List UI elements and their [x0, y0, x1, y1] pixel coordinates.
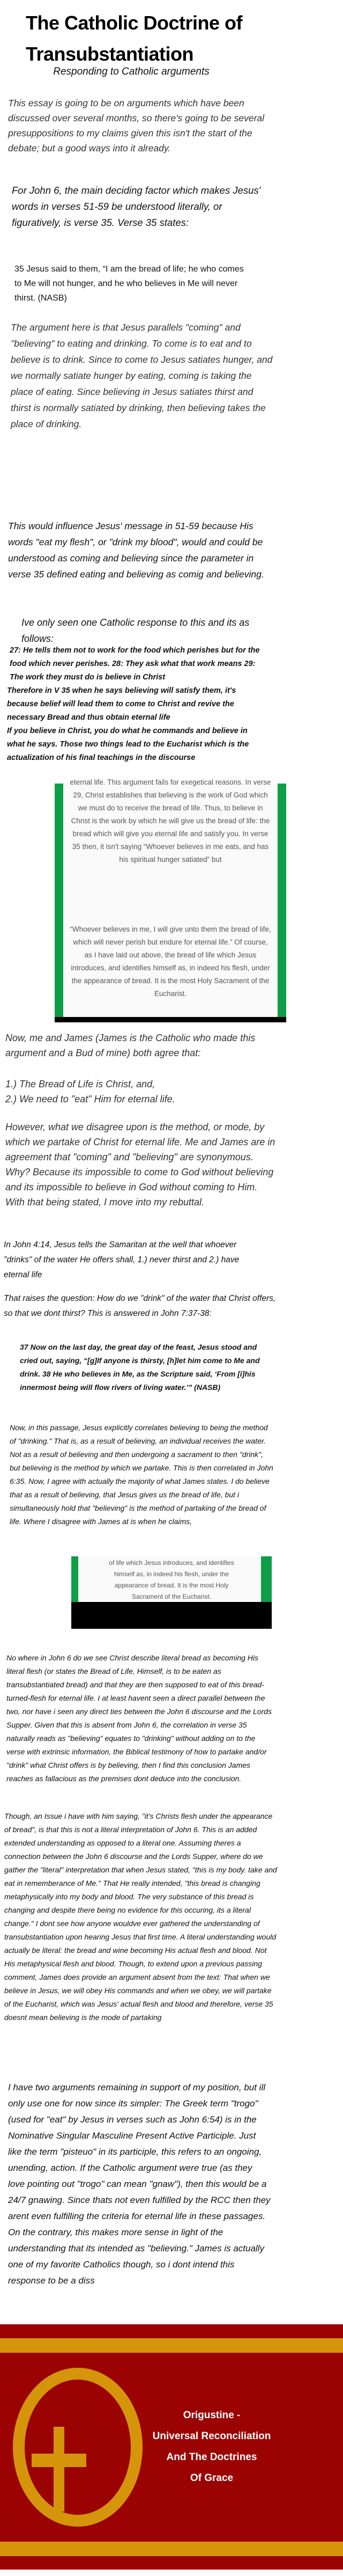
catholic-response-line: Therefore in V 35 when he says believing will satisfy them, it's because belief will lead them to come to Christ and revive the necessary Bread and thus obtain eternal life [7, 686, 236, 722]
banner-line: Universal Reconciliation [152, 2431, 271, 2442]
question-paragraph: That raises the question: How do we "drink" of the water that Christ offers, so that we dont thirst? This is answered in John 7:37-38: [4, 1294, 276, 1318]
disagree-paragraph: However, what we disagree upon is the method, or mode, by which we partake of Christ for eternal life. Me and James are in agreement that "coming" and "believing" are synonymous. Why? Because its impossible to come to God without believing and its impossible to believe in God without coming to Him. With that being stated, I move into my rebuttal. [5, 1122, 275, 1208]
green-border-right [278, 784, 286, 1017]
screenshot-text: of life which Jesus introduces, and identifies himself as, in indeed his flesh, under the appearance of bread. It is the most Holy Sacrament of the Eucharist. [109, 1559, 234, 1600]
catholic-response-block [7, 644, 262, 765]
nowhere-paragraph: No where in John 6 do we see Christ describe literal bread as becoming His literal flesh (or states the Bread of Life, Himself, is to be eaten as transubstantiated bread) and that they are then supposed to eat of this bread-turned-flesh for eternal life. I at least havent seen a direct parallel between the two, nor have i seen any direct ties between the John 6 discourse and the Lords Supper. Given that this is absent from John 6, the correlation in verse 35 naturally reads as "believing" equates to "drinking" without adding on to the verse with extrinsic information, the Biblical testimony of how to partake and/or "drink" what Christ offers is by believing, then I find this conclusion James reaches as fallacious as the premises dont deduce into the conclusion. [6, 1653, 272, 1783]
agree-list-item: 1.) The Bread of Life is Christ, and, [5, 1079, 155, 1089]
john414-paragraph: In John 4:14, Jesus tells the Samaritan at the well that whoever "drinks" of the water He offers shall, 1.) never thirst and 2.) have eternal life [4, 1240, 240, 1279]
black-bar [71, 1602, 272, 1629]
banner-line: Of Grace [190, 2472, 234, 2484]
quoted-screenshot-1 [55, 778, 286, 1022]
green-border-left [71, 1556, 78, 1602]
footer-banner [0, 2324, 343, 2570]
intro-paragraph: This essay is going to be on arguments which have been discussed over several months, so there's going to be several presuppositions to my claims given this isn't the start of the debate; but a good ways into it already. [8, 98, 265, 153]
response-intro: Ive only seen one Catholic response to this and its as follows: [21, 617, 250, 644]
quoted-screenshot-2 [71, 1556, 272, 1629]
page-title: The Catholic Doctrine of Transubstantiation [26, 12, 243, 65]
verse-35-quote: 35 Jesus said to them, “I am the bread of life; he who comes to Me will not hunger, and he who believes in Me will never thirst. (NASB) [14, 265, 244, 303]
page-subtitle: Responding to Catholic arguments [53, 66, 210, 77]
banner-line: Origustine - [183, 2410, 241, 2421]
catholic-response-line: 27: He tells them not to work for the food which perishes but for the food which never perishes. 28: They ask what that work means 29: The work they must do is believe in Christ [10, 646, 260, 682]
trogo-paragraph: I have two arguments remaining in support of my position, but ill only use one for now since its simpler: The Greek term "trogo" (used for "eat" by Jesus in verses such as John 6:54) is in the Nominative Singular Masculine Present Active Participle. Just like the term "pisteuo" in its participle, this refers to an ongoing, unending, action. If the Catholic argument were true (as they love pointing out "trogo" can mean "gnaw"), then this would be a 24/7 gnawing. Since thats not even fulfilled by the RCC then they arent even fulfilling the criteria for eternal life in these passages. On the contrary, this makes more sense in light of the understanding that its intended as "believing." James is actually one of my favorite Catholics though, so i dont intend this response to be a diss [8, 2082, 271, 2286]
verse-37-quote: 37 Now on the last day, the great day of the feast, Jesus stood and cried out, saying, “[g]If anyone is thirsty, [h]let him come to Me and drink. 38 He who believes in Me, as the Scripture said, ‘From [i]his innermost being will flow rivers of living water.’” (NASB) [20, 1343, 260, 1392]
john6-paragraph: For John 6, the main deciding factor which makes Jesus' words in verses 51-59 be understood literally, or figuratively, is verse 35. Verse 35 states: [12, 185, 261, 228]
passage-paragraph: Now, in this passage, Jesus explicitly correlates believing to being the method of "drinking." That is, as a result of believing, an individual receives the water. Not as a result of believing and then undergoing a sacrament to then "drink", but believing is the method by which we partake. This is then correlated in John 6:35. Now, I agree with actually the majority of what James states. I do believe that as a result of believing, that Jesus gives us the bread of life, but i simultaneously hold that "believing" is the method of partaking of the bread of life. Where I disagree with James at is when he claims, [10, 1423, 273, 1526]
cross-in-circle-icon [0, 2324, 161, 2570]
banner-text [145, 2405, 279, 2489]
screenshot-text: eternal life. This argument fails for exegetical reasons. In verse 29, Christ establishes that believing is the work of God which we must do to receive the bread of life. Thus, to believe in Christ is the work by which he will give us the bread of life: the bread which will give you eternal life and satisfy you. In verse 35 then, it isn't saying “Whoever believes in me eats, and has his spiritual hunger satiated” but [70, 778, 271, 863]
green-border-right [261, 1556, 272, 1602]
agree-list [5, 1077, 273, 1107]
issue-paragraph: Though, an Issue i have with him saying, "it's Christs flesh under the appearance of bread", is that this is not a literal interpretation of John 6. This is an added extended understanding as opposed to a literal one. Assuming theres a connection between the John 6 discourse and the Lords Supper, where do we gather the "literal" interpretation that when Jesus stated, "this is my body. take and eat in rememberance of Me." That He really intended, "this bread is changing metaphysically into my body and blood. The very substance of this bread is changing and despite there being no evidence for this occuring, its a literal change." I dont see how anyone wouldve ever gathered the understanding of transubstantiation upon hearing Jesus that first time. A literal understanding would actually be literal: the bread and wine becoming His actual flesh and blood. Not His metaphysical flesh and blood. Though, to extend upon a previous passing comment, James does provide an argument absent from the text: That when we believe in Jesus, we will obey His commands and when we obey, we will partake of the Eucharist, which was Jesus' actual flesh and blood and therefore, verse 35 doesnt mean believing is the mode of partaking [4, 1812, 277, 2022]
screenshot-text-2: “Whoever believes in me, I will give unto them the bread of life, which will never perish but endure for eternal life.” Of course, as I have laid out above, the bread of life which Jesus introduces, and identifies himself as, in indeed his flesh, under the appearance of bread. It is the most Holy Sacrament of the Eucharist. [70, 925, 271, 998]
catholic-response-line: If you believe in Christ, you do what he commands and believe in what he says. Those two things lead to the Eucharist which is the actualization of his final teachings in the discourse [7, 727, 249, 762]
influence-paragraph: This would influence Jesus' message in 51-59 because His words "eat my flesh", or "drink my blood", would and could be understood as coming and believing since the parameter in verse 35 defined eating and believing as comig and believing. [8, 521, 264, 580]
banner-line: And The Doctrines [166, 2451, 257, 2463]
agree-paragraph: Now, me and James (James is the Catholic who made this argument and a Bud of mine) both agree that: [5, 1033, 256, 1058]
green-border-left [55, 784, 63, 1017]
argument-paragraph: The argument here is that Jesus parallels "coming" and "believing" to eating and drinking. To come is to eat and to believe is to drink. Since to come to Jesus satiates hunger, and we normally satiate hunger by eating, coming is taking the place of eating. Since believing in Jesus satiates thirst and thirst is normally satiated by drinking, then believing takes the place of drinking. [11, 322, 273, 429]
black-bar [55, 1017, 286, 1022]
agree-list-item: 2.) We need to "eat" Him for eternal life. [5, 1094, 175, 1104]
